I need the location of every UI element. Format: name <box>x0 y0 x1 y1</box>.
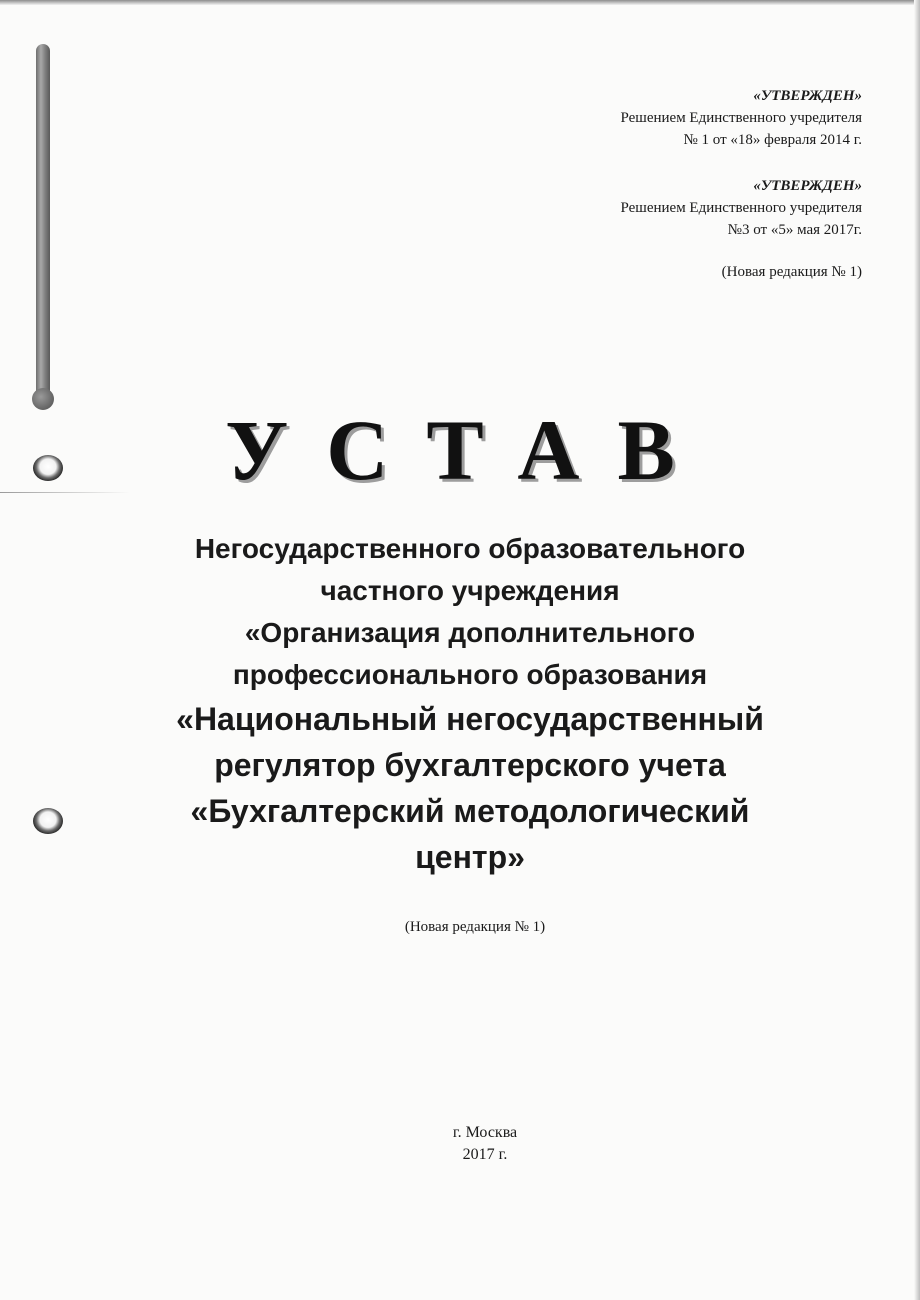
binding-strip <box>36 44 50 404</box>
punch-hole-icon <box>33 808 63 834</box>
organization-name-line: профессионального образования <box>232 659 708 690</box>
approval-line: Решением Единственного учредителя <box>620 200 862 216</box>
approval-block-2 <box>620 175 862 241</box>
approval-block-1 <box>620 85 862 151</box>
approval-title: «УТВЕРЖДЕН» <box>753 178 862 194</box>
organization-name-line: Негосударственного образовательного <box>194 533 746 564</box>
edition-note-top: (Новая редакция № 1) <box>721 264 862 280</box>
document-title: УСТАВ <box>225 402 713 498</box>
organization-name-line: «Организация дополнительного <box>244 617 696 648</box>
organization-name-line: частного учреждения <box>320 575 620 606</box>
organization-name <box>110 528 830 880</box>
organization-name-line: «Национальный негосударственный <box>176 701 764 737</box>
organization-name-line: «Бухгалтерский методологический <box>190 793 750 829</box>
approval-line: № 1 от «18» февраля 2014 г. <box>683 132 862 148</box>
page-right-edge <box>914 0 920 1300</box>
page-top-edge <box>0 0 920 5</box>
edition-note-center: (Новая редакция № 1) <box>404 919 546 935</box>
organization-name-line: центр» <box>415 839 525 875</box>
footer-city: г. Москва <box>452 1124 518 1141</box>
organization-name-line: регулятор бухгалтерского учета <box>214 747 726 783</box>
footer-year: 2017 г. <box>462 1146 508 1163</box>
approval-line: Решением Единственного учредителя <box>620 110 862 126</box>
footer-place-date <box>0 1122 920 1166</box>
approval-title: «УТВЕРЖДЕН» <box>753 88 862 104</box>
approval-line: №3 от «5» мая 2017г. <box>727 222 862 238</box>
